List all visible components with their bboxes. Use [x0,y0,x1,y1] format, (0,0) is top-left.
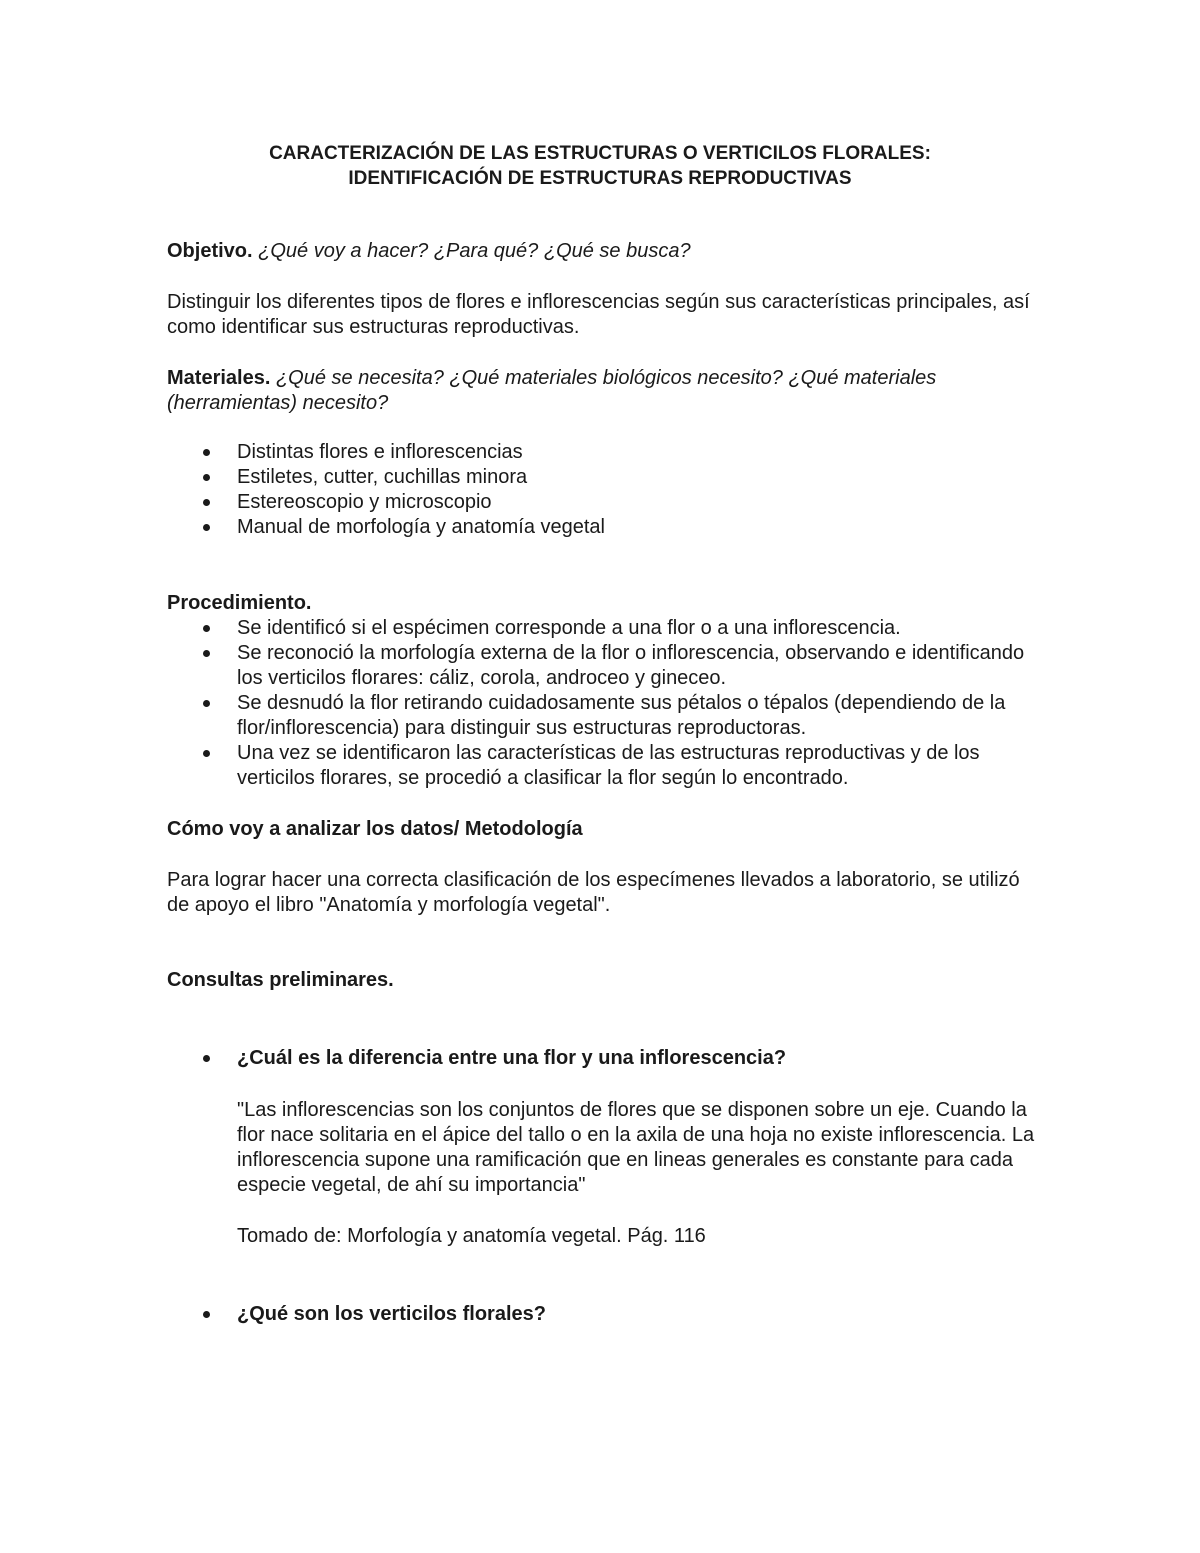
answer-1-quote: "Las inflorescencias son los conjuntos de flores que se disponen sobre un eje. Cuando la flor nace solitaria en el ápice del tallo o en la axila de una hoja no existe inflorescencia. La inflorescencia supone una ramificación que en lineas generales es constante para cada especie vegetal, de ahí su importancia" [237,1099,1035,1196]
answer-1-source: Tomado de: Morfología y anatomía vegetal. Pág. 116 [237,1225,706,1247]
materiales-prompt: ¿Qué se necesita? ¿Qué materiales biológicos necesito? ¿Qué materiales (herramientas) necesito? [167,367,937,414]
list-item: Manual de morfología y anatomía vegetal [167,515,1047,540]
materiales-list [167,440,1047,540]
bullet-icon [203,1311,210,1318]
metodologia-heading: Cómo voy a analizar los datos/ Metodología [167,818,583,840]
list-item: Estereoscopio y microscopio [167,490,1047,515]
question-2 [167,1302,1047,1327]
objetivo-text: Distinguir los diferentes tipos de flores e inflorescencias según sus características principales, así como identificar sus estructuras reproductivas. [167,291,1030,338]
objetivo-prompt: ¿Qué voy a hacer? ¿Para qué? ¿Qué se busca? [252,240,691,262]
bullet-icon [203,499,210,506]
bullet-icon [203,474,210,481]
bullet-icon [203,650,210,657]
bullet-icon [203,750,210,757]
materiales-label: Materiales. [167,367,271,389]
list-item: Se desnudó la flor retirando cuidadosamente sus pétalos o tépalos (dependiendo de la flor/inflorescencia) para distinguir sus estructuras reproductoras. [167,691,1047,741]
list-item: Se reconoció la morfología externa de la flor o inflorescencia, observando e identificando los verticilos florares: cáliz, corola, androceo y gineceo. [167,641,1047,691]
question-1-text: ¿Cuál es la diferencia entre una flor y una inflorescencia? [237,1047,787,1069]
document-title [0,141,1200,191]
question-2-text: ¿Qué son los verticilos florales? [237,1303,546,1325]
objetivo-heading [167,239,1047,264]
bullet-icon [203,449,210,456]
title-line-2: IDENTIFICACIÓN DE ESTRUCTURAS REPRODUCTIVAS [348,168,852,189]
question-1 [167,1046,1047,1071]
list-item: Estiletes, cutter, cuchillas minora [167,465,1047,490]
procedimiento-list [167,616,1047,791]
objetivo-label: Objetivo. [167,240,253,262]
title-line-1: CARACTERIZACIÓN DE LAS ESTRUCTURAS O VERTICILOS FLORALES: [269,143,931,164]
bullet-icon [203,1055,210,1062]
procedimiento-heading: Procedimiento. [167,592,312,614]
list-item: Una vez se identificaron las características de las estructuras reproductivas y de los verticilos florares, se procedió a clasificar la flor según lo encontrado. [167,741,1047,791]
list-item: Se identificó si el espécimen corresponde a una flor o a una inflorescencia. [167,616,1047,641]
bullet-icon [203,625,210,632]
metodologia-text: Para lograr hacer una correcta clasificación de los especímenes llevados a laboratorio, se utilizó de apoyo el libro "Anatomía y morfología vegetal". [167,869,1020,916]
bullet-icon [203,700,210,707]
materiales-heading [167,366,1047,416]
list-item: Distintas flores e inflorescencias [167,440,1047,465]
consultas-heading: Consultas preliminares. [167,969,394,991]
bullet-icon [203,524,210,531]
